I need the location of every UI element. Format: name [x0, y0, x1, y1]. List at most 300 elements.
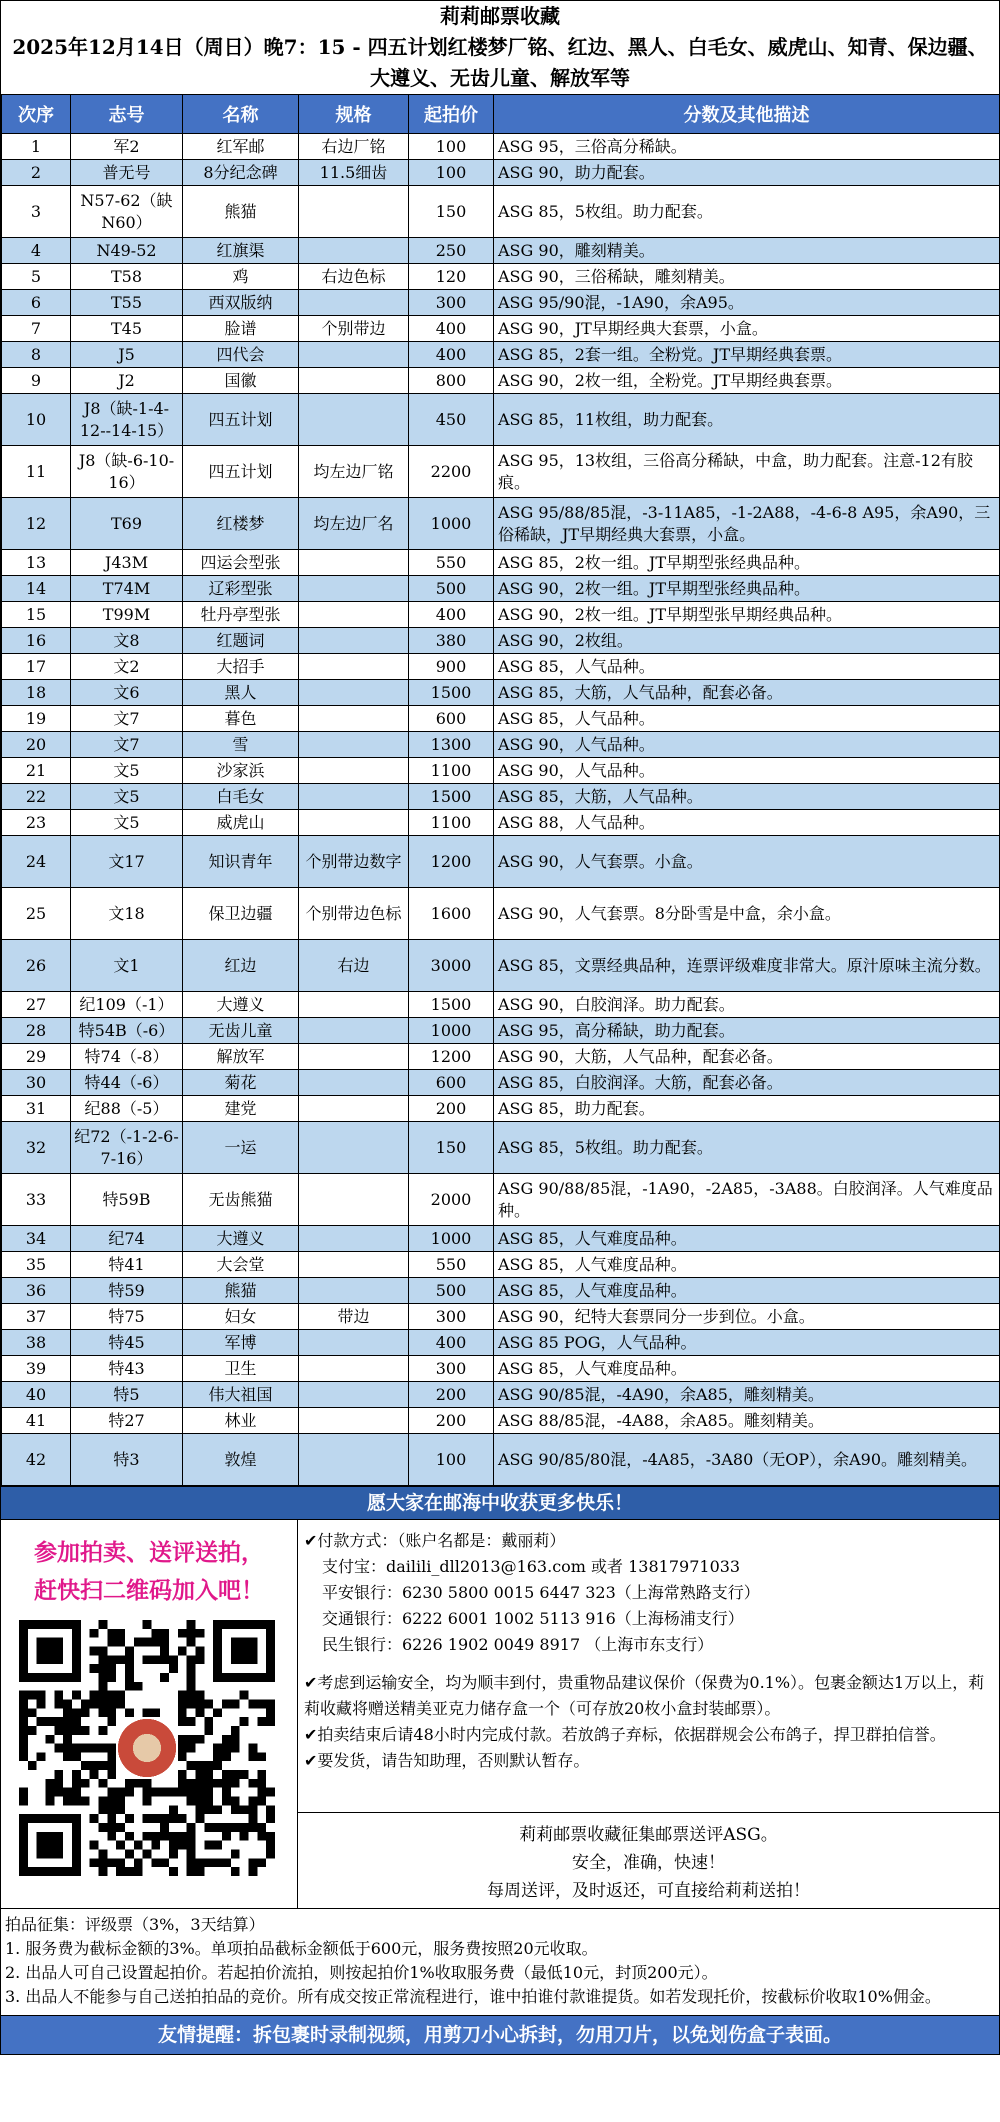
cell-description: ASG 90，2枚一组，全粉党。JT早期经典套票。: [494, 368, 1000, 394]
cell-index: 41: [2, 1408, 71, 1434]
cell-index: 19: [2, 706, 71, 732]
cell-index: 21: [2, 758, 71, 784]
cell-name: 沙家浜: [183, 758, 299, 784]
cell-name: 熊猫: [183, 1278, 299, 1304]
cell-description: ASG 85，白胶润泽。大筋，配套必备。: [494, 1070, 1000, 1096]
cell-description: ASG 85，人气难度品种。: [494, 1356, 1000, 1382]
cell-description: ASG 90，人气套票。8分卧雪是中盒，余小盒。: [494, 888, 1000, 940]
cell-name: 菊花: [183, 1070, 299, 1096]
promo-line-1: 参加拍卖、送评送拍，: [34, 1539, 264, 1566]
cell-spec: [299, 706, 409, 732]
cell-spec: [299, 1070, 409, 1096]
rule-1: 1. 服务费为截标金额的3%。单项拍品截标金额低于600元，服务费按照20元收取。: [5, 1939, 598, 1958]
cell-spec: [299, 342, 409, 368]
cell-description: ASG 95，三俗高分稀缺。: [494, 134, 1000, 160]
cell-description: ASG 85，人气品种。: [494, 654, 1000, 680]
cell-description: ASG 90/85/80混，-4A85，-3A80（无OP），余A90。雕刻精美。: [494, 1434, 1000, 1486]
cell-catalog: 文5: [71, 810, 183, 836]
cell-spec: 右边: [299, 940, 409, 992]
qr-code-icon[interactable]: [19, 1620, 275, 1876]
table-row: [2, 1382, 1000, 1408]
cell-start-price: 250: [409, 238, 494, 264]
cell-catalog: J5: [71, 342, 183, 368]
table-row: [2, 1174, 1000, 1226]
table-row: [2, 342, 1000, 368]
cell-description: ASG 90，纪特大套票同分一步到位。小盒。: [494, 1304, 1000, 1330]
cell-index: 38: [2, 1330, 71, 1356]
cell-description: ASG 90，白胶润泽。助力配套。: [494, 992, 1000, 1018]
cell-name: 大遵义: [183, 992, 299, 1018]
cell-name: 伟大祖国: [183, 1382, 299, 1408]
cell-start-price: 100: [409, 1434, 494, 1486]
cell-start-price: 1100: [409, 758, 494, 784]
cell-index: 11: [2, 446, 71, 498]
cell-name: 白毛女: [183, 784, 299, 810]
table-row: [2, 394, 1000, 446]
cell-catalog: 特27: [71, 1408, 183, 1434]
cell-description: ASG 85，11枚组，助力配套。: [494, 394, 1000, 446]
cell-name: 辽彩型张: [183, 576, 299, 602]
table-row: [2, 1278, 1000, 1304]
cell-catalog: T74M: [71, 576, 183, 602]
cell-catalog: 特45: [71, 1330, 183, 1356]
asg-service: [298, 1812, 999, 1908]
cell-spec: [299, 1382, 409, 1408]
cell-name: 暮色: [183, 706, 299, 732]
cell-catalog: N49-52: [71, 238, 183, 264]
cell-start-price: 1500: [409, 680, 494, 706]
cell-name: 红旗渠: [183, 238, 299, 264]
rules-title: 拍品征集：评级票（3%，3天结算）: [5, 1915, 265, 1934]
cell-catalog: T55: [71, 290, 183, 316]
cell-catalog: 纪88（-5）: [71, 1096, 183, 1122]
table-row: [2, 1096, 1000, 1122]
table-row: [2, 888, 1000, 940]
cell-catalog: T58: [71, 264, 183, 290]
cell-start-price: 200: [409, 1382, 494, 1408]
cell-description: ASG 90/88/85混，-1A90，-2A85，-3A88。白胶润泽。人气难度品种。: [494, 1174, 1000, 1226]
cell-spec: [299, 576, 409, 602]
cell-start-price: 450: [409, 394, 494, 446]
cell-description: ASG 85，大筋，人气品种，配套必备。: [494, 680, 1000, 706]
cell-spec: [299, 1434, 409, 1486]
cell-spec: [299, 1018, 409, 1044]
notes: [304, 1670, 989, 1774]
cell-spec: 个别带边: [299, 316, 409, 342]
table-row: [2, 1304, 1000, 1330]
cell-spec: [299, 810, 409, 836]
table-row: [2, 680, 1000, 706]
cell-spec: 带边: [299, 1304, 409, 1330]
note-shipping: ✔考虑到运输安全，均为顺丰到付，贵重物品建议保价（保费为0.1%）。包裹金额达1万以上，莉莉收藏将赠送精美亚克力储存盒一个（可存放20枚小盒封装邮票）。: [304, 1673, 985, 1718]
table-row: [2, 1122, 1000, 1174]
cell-catalog: 特5: [71, 1382, 183, 1408]
header-name: 名称: [183, 95, 299, 134]
cell-start-price: 1600: [409, 888, 494, 940]
cell-start-price: 1100: [409, 810, 494, 836]
cell-spec: [299, 732, 409, 758]
cell-spec: [299, 628, 409, 654]
cell-name: 雪: [183, 732, 299, 758]
cell-description: ASG 95，13枚组，三俗高分稀缺，中盒，助力配套。注意-12有胶痕。: [494, 446, 1000, 498]
cell-index: 12: [2, 498, 71, 550]
cell-name: 保卫边疆: [183, 888, 299, 940]
cell-spec: 个别带边色标: [299, 888, 409, 940]
cell-start-price: 2000: [409, 1174, 494, 1226]
cell-start-price: 600: [409, 1070, 494, 1096]
payment-bank-2: 交通银行：6222 6001 1002 5113 916（上海杨浦支行）: [322, 1609, 744, 1628]
cell-spec: [299, 550, 409, 576]
cell-spec: [299, 368, 409, 394]
cell-index: 23: [2, 810, 71, 836]
cell-description: ASG 85，助力配套。: [494, 1096, 1000, 1122]
table-row: [2, 1408, 1000, 1434]
table-row: [2, 186, 1000, 238]
cell-spec: [299, 602, 409, 628]
cell-catalog: J8（缺-6-10-16）: [71, 446, 183, 498]
cell-catalog: T69: [71, 498, 183, 550]
cell-spec: [299, 654, 409, 680]
payment-title: ✔付款方式：（账户名都是：戴丽莉）: [304, 1531, 566, 1550]
cell-catalog: 文2: [71, 654, 183, 680]
cell-name: 大遵义: [183, 1226, 299, 1252]
cell-description: ASG 85，5枚组。助力配套。: [494, 186, 1000, 238]
cell-start-price: 1300: [409, 732, 494, 758]
cell-description: ASG 85，大筋，人气品种。: [494, 784, 1000, 810]
page-subtitle: 2025年12月14日（周日）晚7：15 - 四五计划红楼梦厂铭、红边、黑人、白毛女、威虎山、知青、保边疆、大遵义、无齿儿童、解放军等: [12, 35, 988, 90]
cell-start-price: 200: [409, 1408, 494, 1434]
cell-start-price: 3000: [409, 940, 494, 992]
cell-catalog: 文8: [71, 628, 183, 654]
note-payment: ✔拍卖结束后请48小时内完成付款。若放鸽子弃标，依据群规会公布鸽子，捍卫群拍信誉。: [304, 1725, 946, 1744]
cell-start-price: 500: [409, 576, 494, 602]
cell-spec: [299, 1356, 409, 1382]
cell-index: 5: [2, 264, 71, 290]
cell-description: ASG 95/90混，-1A90，余A95。: [494, 290, 1000, 316]
cell-index: 30: [2, 1070, 71, 1096]
table-row: [2, 160, 1000, 186]
cell-catalog: 特54B（-6）: [71, 1018, 183, 1044]
promo-panel: [1, 1520, 298, 1908]
cell-start-price: 100: [409, 160, 494, 186]
table-row: [2, 264, 1000, 290]
cell-start-price: 400: [409, 1330, 494, 1356]
cell-index: 17: [2, 654, 71, 680]
asg-line-2: 安全，准确，快速！: [572, 1853, 725, 1873]
cell-start-price: 120: [409, 264, 494, 290]
cell-index: 37: [2, 1304, 71, 1330]
promo-line-2: 赶快扫二维码加入吧！: [34, 1577, 264, 1604]
cell-catalog: 纪72（-1-2-6-7-16）: [71, 1122, 183, 1174]
cell-description: ASG 95，高分稀缺，助力配套。: [494, 1018, 1000, 1044]
cell-description: ASG 90，助力配套。: [494, 160, 1000, 186]
cell-name: 敦煌: [183, 1434, 299, 1486]
cell-catalog: T45: [71, 316, 183, 342]
cell-catalog: 文5: [71, 784, 183, 810]
cell-index: 35: [2, 1252, 71, 1278]
cell-catalog: 文17: [71, 836, 183, 888]
cell-name: 鸡: [183, 264, 299, 290]
cell-index: 32: [2, 1122, 71, 1174]
table-row: [2, 628, 1000, 654]
cell-index: 40: [2, 1382, 71, 1408]
table-row: [2, 706, 1000, 732]
cell-name: 红边: [183, 940, 299, 992]
cell-spec: [299, 186, 409, 238]
cell-name: 熊猫: [183, 186, 299, 238]
cell-description: ASG 90，人气套票。小盒。: [494, 836, 1000, 888]
cell-start-price: 1500: [409, 992, 494, 1018]
cell-description: ASG 90，人气品种。: [494, 758, 1000, 784]
cell-index: 8: [2, 342, 71, 368]
cell-name: 四代会: [183, 342, 299, 368]
cell-name: 四五计划: [183, 394, 299, 446]
cell-index: 10: [2, 394, 71, 446]
cell-name: 建党: [183, 1096, 299, 1122]
table-row: [2, 576, 1000, 602]
cell-spec: [299, 992, 409, 1018]
table-row: [2, 992, 1000, 1018]
table-row: [2, 134, 1000, 160]
cell-start-price: 1500: [409, 784, 494, 810]
cell-index: 42: [2, 1434, 71, 1486]
cell-name: 红军邮: [183, 134, 299, 160]
cell-name: 红楼梦: [183, 498, 299, 550]
header-start-price: 起拍价: [409, 95, 494, 134]
cell-start-price: 400: [409, 316, 494, 342]
cell-description: ASG 85，人气难度品种。: [494, 1226, 1000, 1252]
rule-3: 3. 出品人不能参与自己送拍拍品的竞价。所有成交按正常流程进行，谁中拍谁付款谁提货。如若发现托价，按截标价收取10%佣金。: [5, 1987, 941, 2006]
cell-catalog: 文18: [71, 888, 183, 940]
cell-name: 黑人: [183, 680, 299, 706]
cell-spec: [299, 290, 409, 316]
cell-catalog: 普无号: [71, 160, 183, 186]
cell-start-price: 300: [409, 1356, 494, 1382]
cell-name: 军博: [183, 1330, 299, 1356]
page-title: 莉莉邮票收藏: [440, 4, 560, 28]
cell-index: 34: [2, 1226, 71, 1252]
cell-name: 无齿熊猫: [183, 1174, 299, 1226]
cell-name: 威虎山: [183, 810, 299, 836]
cell-start-price: 150: [409, 186, 494, 238]
cell-description: ASG 85，5枚组。助力配套。: [494, 1122, 1000, 1174]
cell-description: ASG 85，文票经典品种，连票评级难度非常大。原汁原味主流分数。: [494, 940, 1000, 992]
cell-spec: [299, 758, 409, 784]
cell-index: 1: [2, 134, 71, 160]
cell-catalog: 纪109（-1）: [71, 992, 183, 1018]
rule-2: 2. 出品人可自己设置起拍价。若起拍价流拍，则按起拍价1%收取服务费（最低10元，封顶200元）。: [5, 1963, 718, 1982]
table-row: [2, 836, 1000, 888]
cell-catalog: 文5: [71, 758, 183, 784]
cell-description: ASG 88，人气品种。: [494, 810, 1000, 836]
table-row: [2, 1044, 1000, 1070]
cell-spec: 右边厂铭: [299, 134, 409, 160]
cell-index: 22: [2, 784, 71, 810]
cell-start-price: 900: [409, 654, 494, 680]
cell-spec: [299, 1044, 409, 1070]
cell-start-price: 1000: [409, 498, 494, 550]
banner: 愿大家在邮海中收获更多快乐！: [1, 1486, 999, 1520]
cell-index: 6: [2, 290, 71, 316]
table-row: [2, 1356, 1000, 1382]
cell-name: 卫生: [183, 1356, 299, 1382]
cell-description: ASG 90，JT早期经典大套票，小盒。: [494, 316, 1000, 342]
table-row: [2, 654, 1000, 680]
cell-name: 林业: [183, 1408, 299, 1434]
cell-spec: [299, 1330, 409, 1356]
cell-catalog: 特43: [71, 1356, 183, 1382]
cell-description: ASG 85，人气难度品种。: [494, 1252, 1000, 1278]
cell-index: 26: [2, 940, 71, 992]
table-row: [2, 316, 1000, 342]
payment-alipay: 支付宝：dailili_dll2013@163.com 或者 13817971033: [322, 1557, 741, 1576]
header-spec: 规格: [299, 95, 409, 134]
table-header-row: [2, 95, 1000, 134]
cell-spec: 11.5细齿: [299, 160, 409, 186]
cell-spec: 右边色标: [299, 264, 409, 290]
cell-spec: [299, 394, 409, 446]
cell-catalog: 特59: [71, 1278, 183, 1304]
cell-index: 15: [2, 602, 71, 628]
cell-catalog: 纪74: [71, 1226, 183, 1252]
cell-spec: [299, 1096, 409, 1122]
cell-index: 3: [2, 186, 71, 238]
cell-catalog: 特74（-8）: [71, 1044, 183, 1070]
cell-catalog: 特3: [71, 1434, 183, 1486]
cell-start-price: 600: [409, 706, 494, 732]
table-row: [2, 238, 1000, 264]
cell-name: 无齿儿童: [183, 1018, 299, 1044]
table-row: [2, 1252, 1000, 1278]
cell-start-price: 400: [409, 602, 494, 628]
cell-description: ASG 90，大筋，人气品种，配套必备。: [494, 1044, 1000, 1070]
table-row: [2, 1434, 1000, 1486]
cell-start-price: 400: [409, 342, 494, 368]
cell-name: 知识青年: [183, 836, 299, 888]
cell-spec: [299, 784, 409, 810]
cell-start-price: 1200: [409, 836, 494, 888]
header-index: 次序: [2, 95, 71, 134]
table-row: [2, 1070, 1000, 1096]
cell-name: 国徽: [183, 368, 299, 394]
table-row: [2, 784, 1000, 810]
cell-description: ASG 85，人气难度品种。: [494, 1278, 1000, 1304]
cell-catalog: 特75: [71, 1304, 183, 1330]
table-row: [2, 1226, 1000, 1252]
table-row: [2, 1330, 1000, 1356]
cell-start-price: 2200: [409, 446, 494, 498]
cell-index: 16: [2, 628, 71, 654]
cell-name: 8分纪念碑: [183, 160, 299, 186]
cell-spec: [299, 238, 409, 264]
cell-catalog: J8（缺-1-4-12--14-15）: [71, 394, 183, 446]
cell-description: ASG 85 POG，人气品种。: [494, 1330, 1000, 1356]
payment-bank-3: 民生银行：6226 1902 0049 8917 （上海市东支行）: [322, 1635, 714, 1654]
table-row: [2, 290, 1000, 316]
cell-spec: [299, 1278, 409, 1304]
table-row: [2, 498, 1000, 550]
asg-line-1: 莉莉邮票收藏征集邮票送评ASG。: [519, 1825, 778, 1845]
cell-index: 2: [2, 160, 71, 186]
cell-spec: [299, 680, 409, 706]
cell-start-price: 1000: [409, 1226, 494, 1252]
cell-start-price: 800: [409, 368, 494, 394]
auction-table: [1, 94, 1000, 1486]
cell-name: 西双版纳: [183, 290, 299, 316]
cell-spec: [299, 1252, 409, 1278]
cell-index: 29: [2, 1044, 71, 1070]
cell-description: ASG 85，2套一组。全粉党。JT早期经典套票。: [494, 342, 1000, 368]
cell-description: ASG 95/88/85混，-3-11A85，-1-2A88，-4-6-8 A95，余A90，三俗稀缺，JT早期经典大套票，小盒。: [494, 498, 1000, 550]
cell-index: 25: [2, 888, 71, 940]
payment-bank-1: 平安银行：6230 5800 0015 6447 323（上海常熟路支行）: [322, 1583, 760, 1602]
cell-index: 39: [2, 1356, 71, 1382]
cell-start-price: 550: [409, 1252, 494, 1278]
cell-start-price: 300: [409, 1304, 494, 1330]
cell-start-price: 300: [409, 290, 494, 316]
cell-spec: 均左边厂名: [299, 498, 409, 550]
cell-description: ASG 90，雕刻精美。: [494, 238, 1000, 264]
cell-index: 33: [2, 1174, 71, 1226]
info-section: [1, 1520, 999, 1909]
cell-index: 4: [2, 238, 71, 264]
cell-catalog: 军2: [71, 134, 183, 160]
table-row: [2, 550, 1000, 576]
cell-catalog: 文1: [71, 940, 183, 992]
cell-description: ASG 85，人气品种。: [494, 706, 1000, 732]
cell-catalog: J43M: [71, 550, 183, 576]
cell-name: 牡丹亭型张: [183, 602, 299, 628]
cell-name: 脸谱: [183, 316, 299, 342]
cell-spec: 个别带边数字: [299, 836, 409, 888]
cell-name: 解放军: [183, 1044, 299, 1070]
cell-start-price: 100: [409, 134, 494, 160]
cell-name: 四运会型张: [183, 550, 299, 576]
cell-index: 18: [2, 680, 71, 706]
cell-description: ASG 90/85混，-4A90，余A85，雕刻精美。: [494, 1382, 1000, 1408]
cell-spec: [299, 1226, 409, 1252]
cell-description: ASG 90，三俗稀缺，雕刻精美。: [494, 264, 1000, 290]
table-row: [2, 810, 1000, 836]
cell-spec: [299, 1122, 409, 1174]
promo-text: [1, 1534, 297, 1610]
cell-catalog: J2: [71, 368, 183, 394]
cell-name: 妇女: [183, 1304, 299, 1330]
table-row: [2, 732, 1000, 758]
cell-description: ASG 88/85混，-4A88，余A85。雕刻精美。: [494, 1408, 1000, 1434]
table-row: [2, 940, 1000, 992]
cell-name: 大招手: [183, 654, 299, 680]
cell-start-price: 380: [409, 628, 494, 654]
cell-index: 20: [2, 732, 71, 758]
note-delivery: ✔要发货，请告知助理，否则默认暂存。: [304, 1751, 590, 1770]
info-panel: [298, 1520, 999, 1908]
table-row: [2, 602, 1000, 628]
cell-index: 28: [2, 1018, 71, 1044]
cell-name: 四五计划: [183, 446, 299, 498]
cell-name: 一运: [183, 1122, 299, 1174]
payment-info: [298, 1520, 999, 1812]
header-catalog: 志号: [71, 95, 183, 134]
cell-index: 36: [2, 1278, 71, 1304]
table-body: [2, 134, 1000, 1486]
table-row: [2, 446, 1000, 498]
cell-index: 14: [2, 576, 71, 602]
footer-reminder: 友情提醒：拆包裹时录制视频，用剪刀小心拆封，勿用刀片，以免划伤盒子表面。: [1, 2016, 999, 2054]
table-row: [2, 1018, 1000, 1044]
cell-description: ASG 90，人气品种。: [494, 732, 1000, 758]
cell-index: 13: [2, 550, 71, 576]
